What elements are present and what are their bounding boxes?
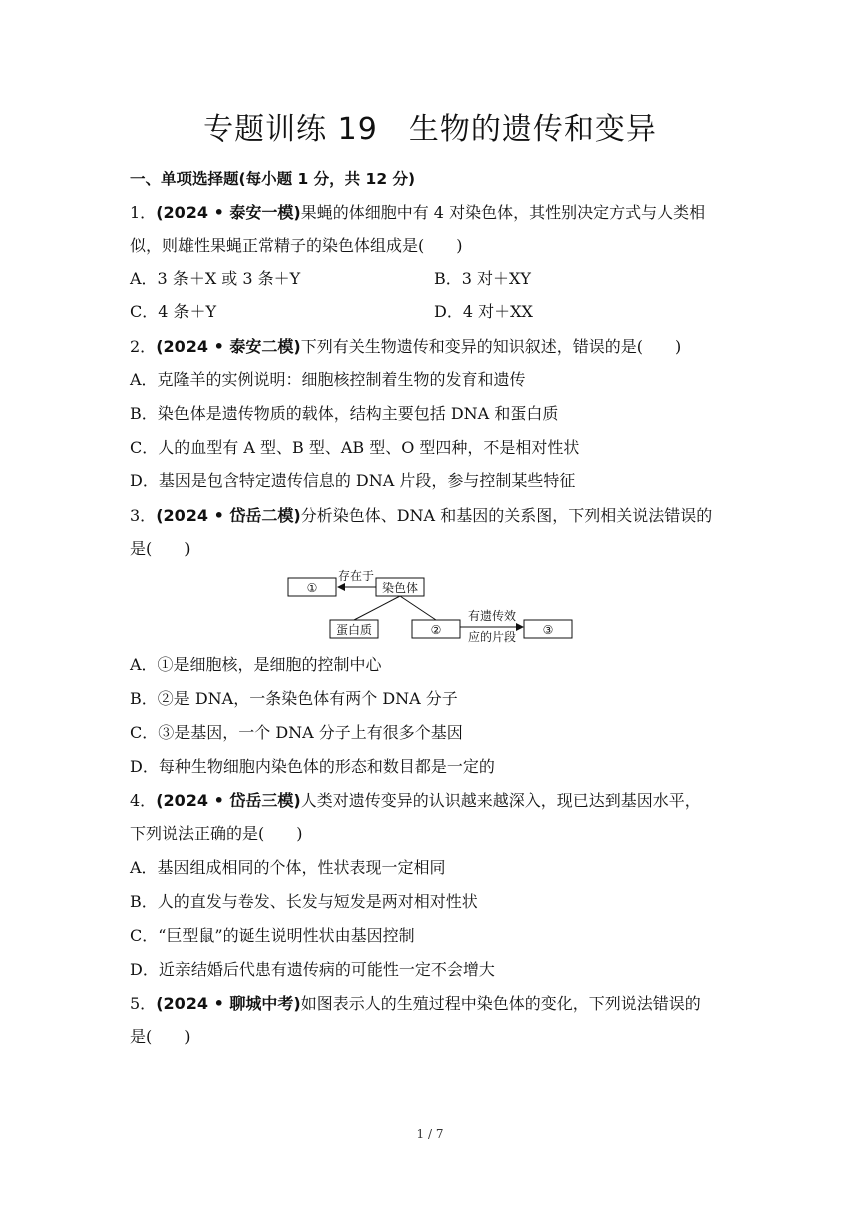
question-text: 下列有关生物遗传和变异的知识叙述，错误的是( ) — [300, 337, 682, 356]
question-text: 分析染色体、DNA 和基因的关系图，下列相关说法错误的 — [300, 506, 713, 525]
chromosome-relationship-diagram — [286, 566, 578, 644]
option-b: B．3 对＋XY — [434, 269, 531, 288]
arrow-gene-label-1: 有遗传效 — [467, 609, 517, 623]
question-source: (2024 • 泰安二模) — [156, 337, 301, 356]
question-number: 1． — [130, 203, 157, 222]
question-text-continued: 下列说法正确的是( ) — [130, 824, 303, 843]
option-d: D．每种生物细胞内染色体的形态和数目都是一定的 — [130, 757, 495, 776]
section-heading: 一、单项选择题(每小题 1 分，共 12 分) — [130, 170, 416, 188]
question-text: 人类对遗传变异的认识越来越深入，现已达到基因水平， — [300, 791, 701, 810]
question-source: (2024 • 岱岳三模) — [156, 791, 301, 810]
arrow-gene-label-2: 应的片段 — [467, 630, 517, 644]
option-a: A．①是细胞核，是细胞的控制中心 — [130, 655, 382, 674]
question-text: 果蝇的体细胞中有 4 对染色体，其性别决定方式与人类相 — [300, 203, 706, 222]
protein-label: 蛋白质 — [335, 623, 373, 637]
page-number: 1 / 7 — [416, 1127, 444, 1141]
question-4 — [130, 790, 701, 812]
chromosome-label: 染色体 — [381, 581, 419, 595]
box-2-label: ② — [430, 623, 442, 637]
question-number: 3． — [130, 506, 157, 525]
branch-line-dna — [400, 596, 436, 620]
question-text-continued: 似，则雄性果蝇正常精子的染色体组成是( ) — [130, 236, 463, 255]
option-d: D．4 对＋XX — [434, 302, 533, 321]
question-text: 如图表示人的生殖过程中染色体的变化，下列说法错误的 — [300, 994, 701, 1013]
option-a: A．克隆羊的实例说明：细胞核控制着生物的发育和遗传 — [130, 370, 526, 389]
box-3-label: ③ — [542, 623, 554, 637]
question-source: (2024 • 聊城中考) — [156, 994, 301, 1013]
question-number: 2． — [130, 337, 157, 356]
option-c: C．“巨型鼠”的诞生说明性状由基因控制 — [130, 926, 415, 945]
option-c: C．4 条＋Y — [130, 302, 217, 321]
question-source: (2024 • 岱岳二模) — [156, 506, 301, 525]
option-b: B．人的直发与卷发、长发与短发是两对相对性状 — [130, 892, 478, 911]
branch-line-protein — [354, 596, 400, 620]
page-title: 专题训练 19 生物的遗传和变异 — [203, 112, 657, 147]
option-d: D．基因是包含特定遗传信息的 DNA 片段，参与控制某些特征 — [130, 471, 576, 490]
question-1 — [130, 202, 705, 224]
option-c: C．③是基因，一个 DNA 分子上有很多个基因 — [130, 723, 463, 742]
question-2 — [130, 336, 681, 358]
question-source: (2024 • 泰安一模) — [156, 203, 301, 222]
question-number: 4． — [130, 791, 157, 810]
question-text-continued: 是( ) — [130, 1027, 191, 1046]
option-a: A．3 条＋X 或 3 条＋Y — [130, 269, 301, 288]
arrow-exists-in-label: 存在于 — [337, 569, 375, 583]
option-row — [130, 268, 300, 290]
option-b: B．染色体是遗传物质的载体，结构主要包括 DNA 和蛋白质 — [130, 404, 559, 423]
option-d: D．近亲结婚后代患有遗传病的可能性一定不会增大 — [130, 960, 495, 979]
question-number: 5． — [130, 994, 157, 1013]
question-3 — [130, 505, 712, 527]
option-b: B．②是 DNA，一条染色体有两个 DNA 分子 — [130, 689, 458, 708]
option-a: A．基因组成相同的个体，性状表现一定相同 — [130, 858, 446, 877]
question-text-continued: 是( ) — [130, 539, 191, 558]
option-c: C．人的血型有 A 型、B 型、AB 型、O 型四种，不是相对性状 — [130, 438, 580, 457]
box-1-label: ① — [306, 581, 318, 595]
question-5 — [130, 993, 701, 1015]
